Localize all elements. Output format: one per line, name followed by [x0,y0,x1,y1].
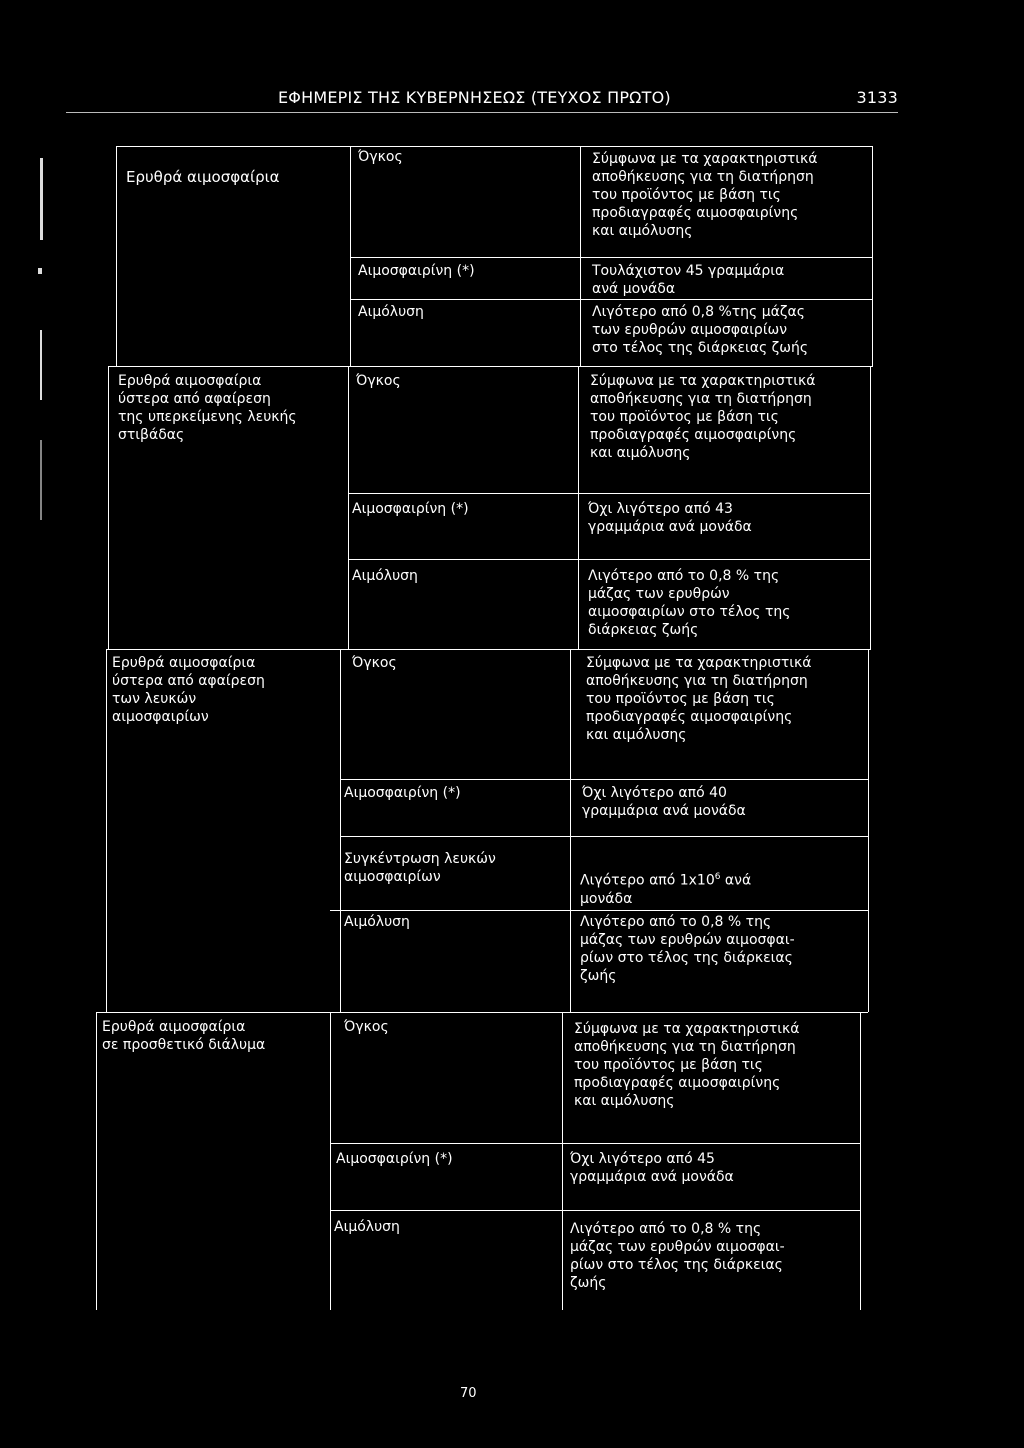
value-cell: Λιγότερο από το 0,8 % της μάζας των ερυθρών αιμοσφαιρίων στο τέλος της διάρκειας ζωής [588,568,791,638]
param-cell: Αιμοσφαιρίνη (*) [358,263,475,279]
value-cell: Όχι λιγότερο από 45 γραμμάρια ανά μονάδα [570,1151,734,1185]
value-cell: Σύμφωνα με τα χαρακτηριστικά αποθήκευσης για τη διατήρηση του προϊόντος με βάση τις προδιαγραφές αιμοσφαιρίνης και αιμόλυσης [586,655,812,743]
param-cell: Αιμόλυση [358,304,424,320]
value-cell: Σύμφωνα με τα χαρακτηριστικά αποθήκευσης για τη διατήρηση του προϊόντος με βάση τις προδιαγραφές αιμοσφαιρίνης και αιμόλυσης [590,373,816,461]
value-text: Λιγότερο από 1x10 [580,872,715,889]
value-cell: Λιγότερο από 0,8 %της μάζας των ερυθρών αιμοσφαιρίων στο τέλος της διάρκειας ζωής [592,304,809,356]
param-cell: Αιμοσφαιρίνη (*) [344,785,461,801]
header-rule [66,112,898,113]
product-cell: Ερυθρά αιμοσφαίρια [126,168,280,186]
value-cell [580,868,751,908]
product-cell: Ερυθρά αιμοσφαίρια ύστερα από αφαίρεση των λευκών αιμοσφαιρίων [112,655,265,725]
scan-mark [40,330,42,400]
param-cell: Όγκος [352,655,397,671]
param-cell: Συγκέντρωση λευκών αιμοσφαιρίων [344,851,496,885]
product-cell: Ερυθρά αιμοσφαίρια σε προσθετικό διάλυμα [102,1019,266,1053]
param-cell: Αιμόλυση [344,914,410,930]
param-cell: Αιμόλυση [352,568,418,584]
value-cell: Όχι λιγότερο από 40 γραμμάρια ανά μονάδα [582,785,746,819]
scan-mark [40,440,42,520]
value-cell: Τουλάχιστον 45 γραμμάρια ανά μονάδα [592,263,785,297]
param-cell: Αιμοσφαιρίνη (*) [336,1151,453,1167]
value-text: ανά μονάδα [580,872,752,907]
value-cell: Σύμφωνα με τα χαρακτηριστικά αποθήκευσης για τη διατήρηση του προϊόντος με βάση τις προδιαγραφές αιμοσφαιρίνης και αιμόλυσης [592,151,818,239]
value-cell: Λιγότερο από το 0,8 % της μάζας των ερυθρών αιμοσφαι- ρίων στο τέλος της διάρκειας ζωής [580,914,795,984]
scan-mark [40,158,43,240]
footer-page-number: 70 [460,1386,477,1401]
header-title: ΕΦΗΜΕΡΙΣ ΤΗΣ ΚΥΒΕΡΝΗΣΕΩΣ (ΤΕΥΧΟΣ ΠΡΩΤΟ) [278,88,671,107]
scan-mark [38,268,42,274]
param-cell: Όγκος [356,373,401,389]
value-exponent: 6 [714,872,721,882]
param-cell: Όγκος [358,149,403,165]
value-cell: Σύμφωνα με τα χαρακτηριστικά αποθήκευσης για τη διατήρηση του προϊόντος με βάση τις προδιαγραφές αιμοσφαιρίνης και αιμόλυσης [574,1021,800,1109]
param-cell: Αιμόλυση [334,1219,400,1235]
param-cell: Όγκος [344,1019,389,1035]
value-cell: Λιγότερο από το 0,8 % της μάζας των ερυθρών αιμοσφαι- ρίων στο τέλος της διάρκειας ζωής [570,1221,785,1291]
value-cell: Όχι λιγότερο από 43 γραμμάρια ανά μονάδα [588,501,752,535]
param-cell: Αιμοσφαιρίνη (*) [352,501,469,517]
product-cell: Ερυθρά αιμοσφαίρια ύστερα από αφαίρεση της υπερκείμενης λευκής στιβάδας [118,373,297,443]
header-page-number: 3133 [856,88,898,107]
